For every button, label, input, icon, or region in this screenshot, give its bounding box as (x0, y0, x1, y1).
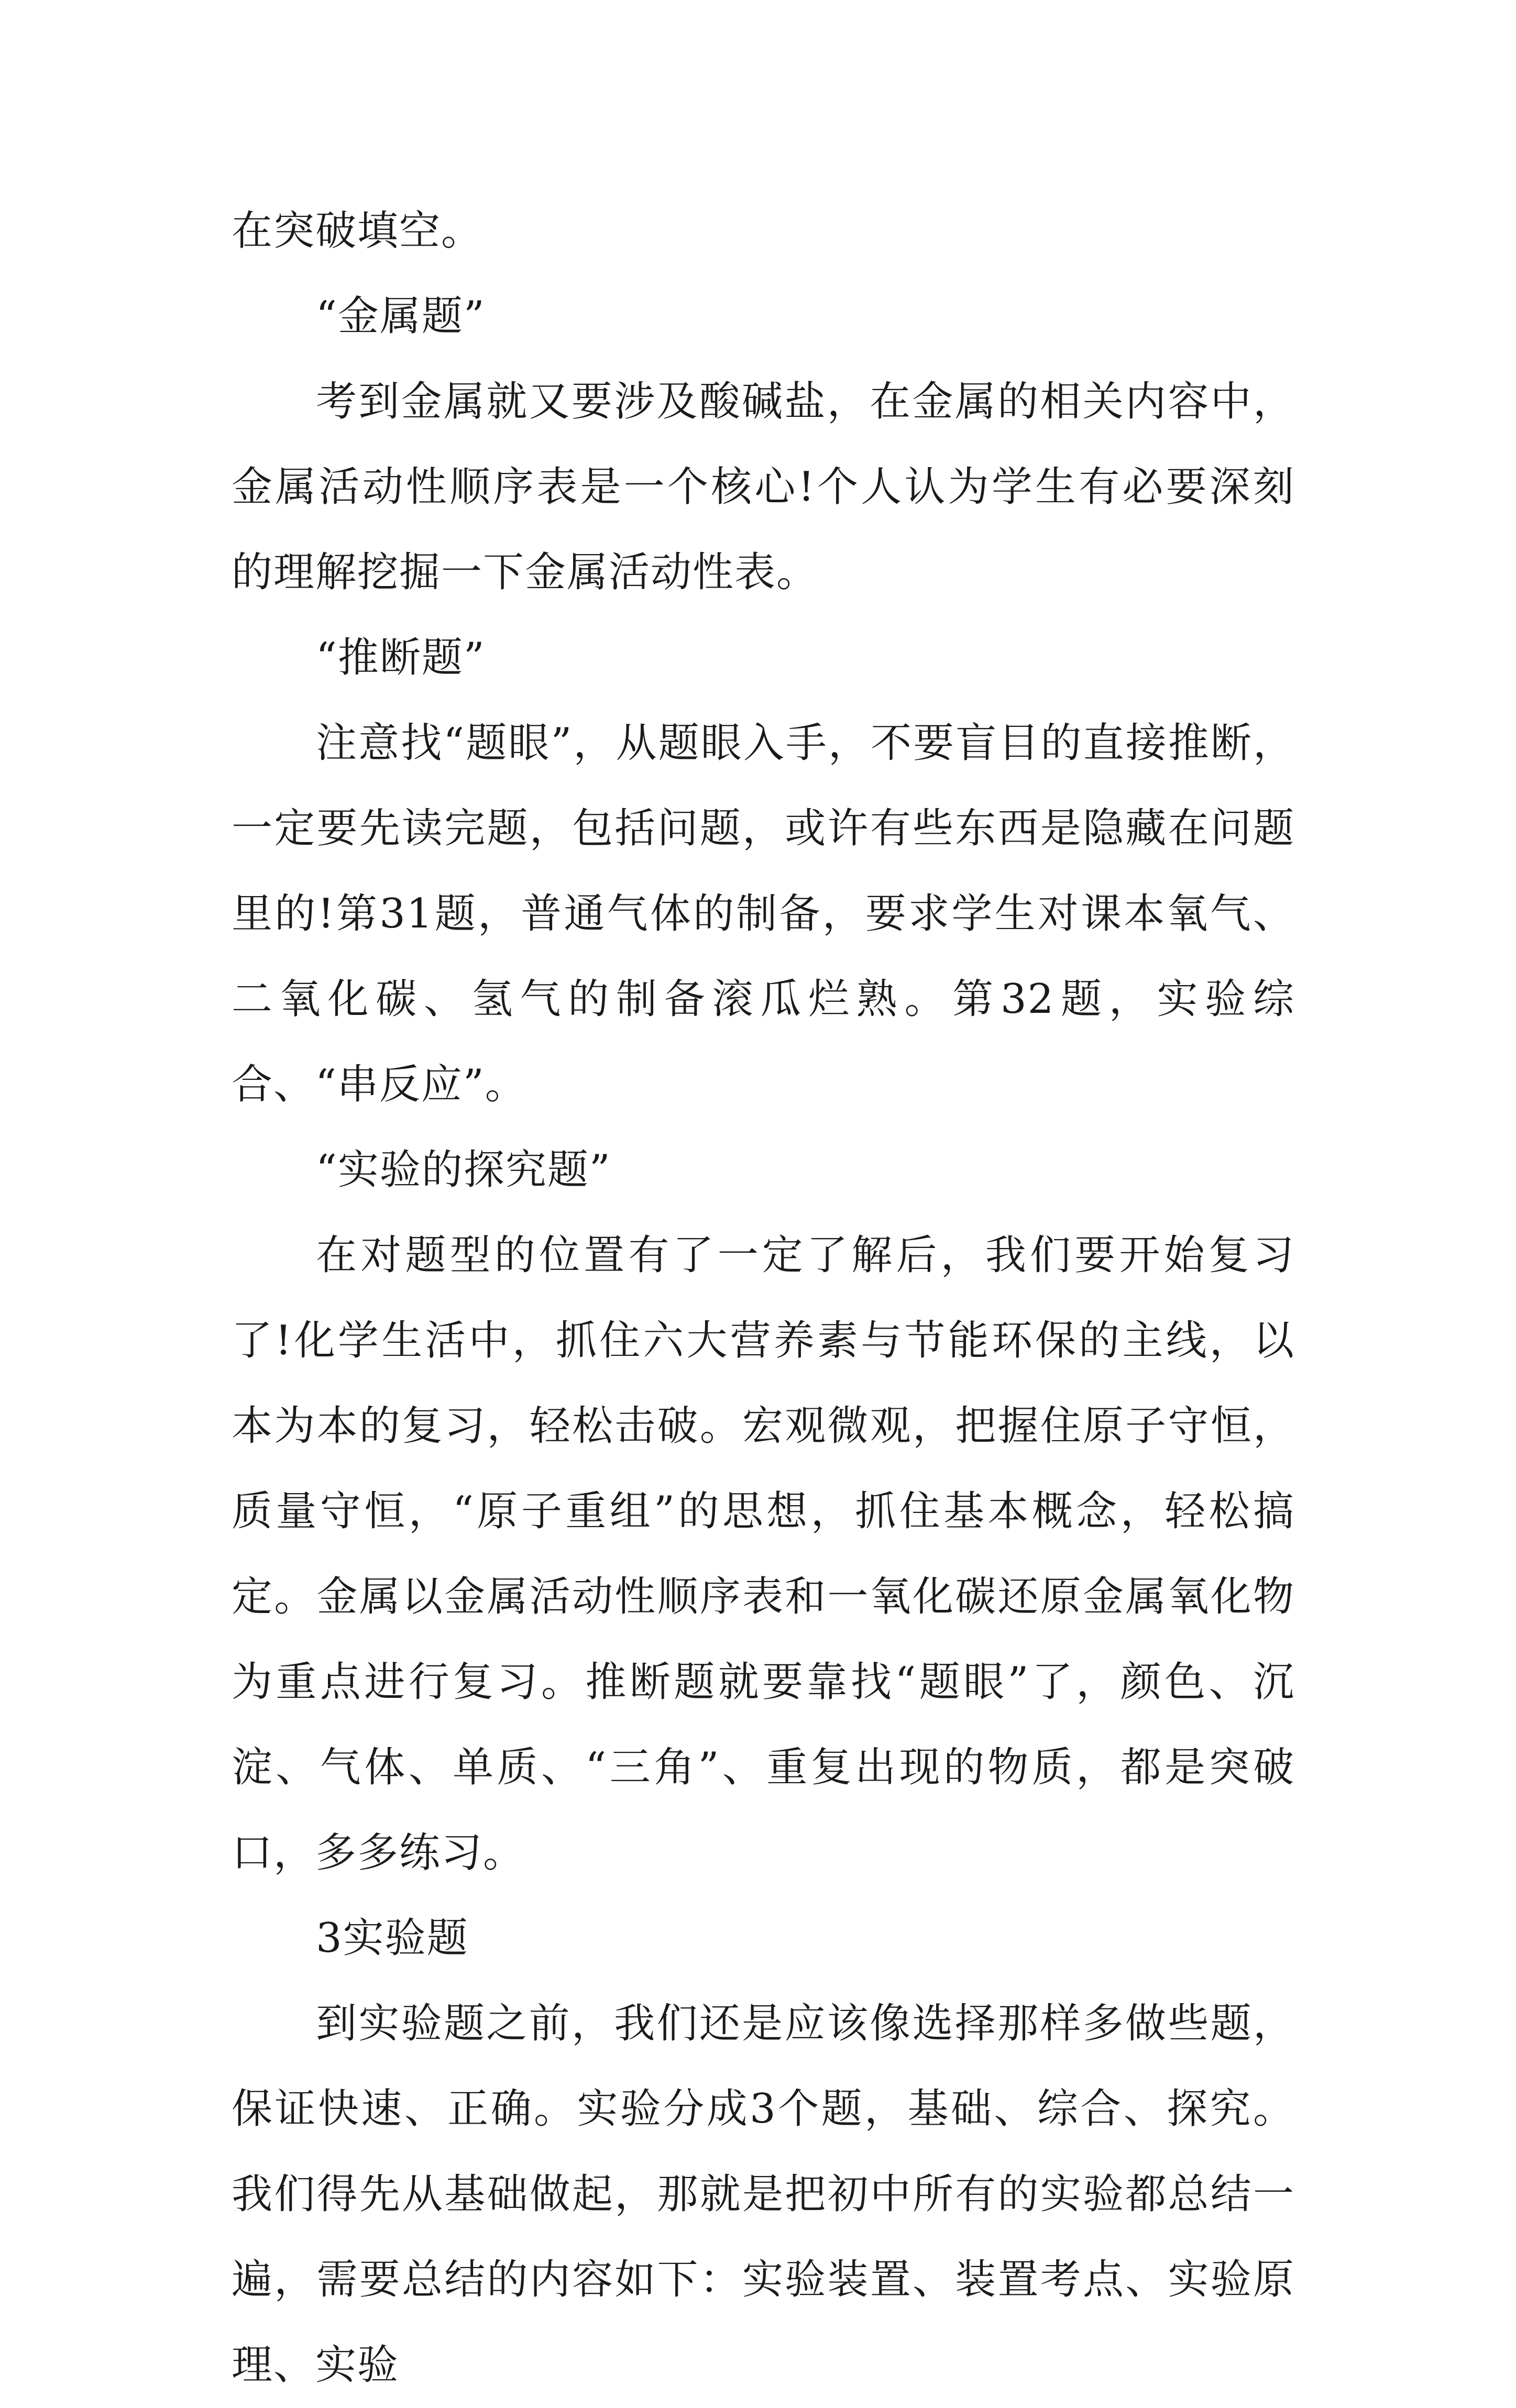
paragraph-continuation: 在突破填空。 (232, 207, 484, 255)
paragraph-inference: 注意找“题眼”，从题眼入手，不要盲目的直接推断，一定要先读完题，包括问题，或许有些东西是隐藏在问题里的!第31题，普通气体的制备，要求学生对课本氧气、二氧化碳、氢气的制备滚瓜烂熟。第32题，实验综合、“串反应”。 (232, 720, 1295, 1108)
section-heading-experiment-inquiry: “实验的探究题” (316, 1146, 611, 1194)
document-body (232, 189, 1295, 2408)
section-heading-inference: “推断题” (316, 634, 486, 681)
paragraph-review: 在对题型的位置有了一定了解后，我们要开始复习了!化学生活中，抓住六大营养素与节能环保的主线，以本为本的复习，轻松击破。宏观微观，把握住原子守恒，质量守恒，“原子重组”的思想，抓住基本概念，轻松搞定。金属以金属活动性顺序表和一氧化碳还原金属氧化物为重点进行复习。推断题就要靠找“题眼”了，颜色、沉淀、气体、单质、“三角”、重复出现的物质，都是突破口，多多练习。 (232, 1232, 1295, 1876)
section-heading-metal: “金属题” (316, 293, 486, 340)
section-heading-experiment: 3实验题 (316, 1915, 469, 1962)
paragraph-metal: 考到金属就又要涉及酸碱盐，在金属的相关内容中，金属活动性顺序表是一个核心!个人认为学生有必要深刻的理解挖掘一下金属活动性表。 (232, 378, 1295, 596)
paragraph-experiment: 到实验题之前，我们还是应该像选择那样多做些题，保证快速、正确。实验分成3个题，基础、综合、探究。我们得先从基础做起，那就是把初中所有的实验都总结一遍，需要总结的内容如下：实验装置、装置考点、实验原理、实验 (232, 2000, 1295, 2389)
